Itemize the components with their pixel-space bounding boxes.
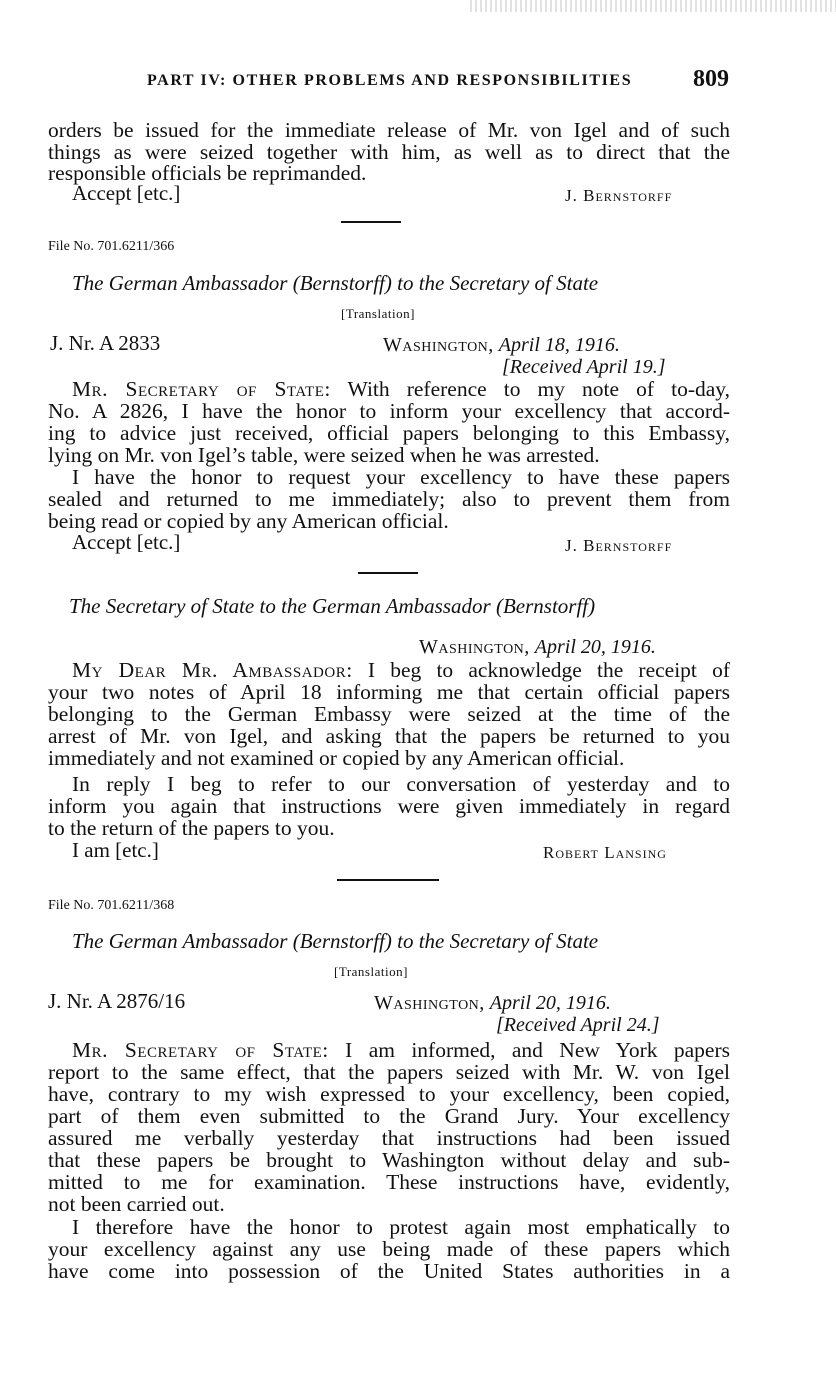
translation-note: [Translation] <box>334 964 408 979</box>
reference-number: J. Nr. A 2876/16 <box>48 989 186 1013</box>
document-heading: The German Ambassador (Bernstorff) to the Secretary of State <box>72 929 599 953</box>
text-span: With reference to my note of to-day, <box>347 377 730 401</box>
text-line: things as were seized together with him, as well as to direct that the <box>48 140 730 164</box>
section-divider <box>337 879 439 881</box>
text-line: immediately and not examined or copied by any American official. <box>48 746 625 770</box>
salutation: Mr. Secretary of State: <box>72 1038 329 1062</box>
text-line: to the return of the papers to you. <box>48 816 335 840</box>
closing: Accept [etc.] <box>72 181 181 205</box>
dateline <box>374 992 611 1015</box>
text-line: arrest of Mr. von Igel, and asking that the papers be returned to you <box>48 724 730 748</box>
file-number: File No. 701.6211/368 <box>48 898 175 913</box>
section-divider <box>341 221 401 223</box>
text-line: report to the same effect, that the papers seized with Mr. W. von Igel <box>48 1060 730 1084</box>
text-line: ing to advice just received, official papers belonging to this Embassy, <box>48 421 730 445</box>
text-span: I am informed, and New York papers <box>345 1038 730 1062</box>
text-line <box>72 659 730 681</box>
received-note: [Received April 24.] <box>496 1014 660 1036</box>
signature: J. Bernstorff <box>565 186 673 205</box>
text-line: I therefore have the honor to protest again most emphatically to <box>72 1215 730 1239</box>
dateline-date: April 20, 1916. <box>534 636 656 658</box>
text-line: have, contrary to my wish expressed to your excellency, been copied, <box>48 1082 730 1106</box>
text-line <box>72 378 730 400</box>
signature: Robert Lansing <box>543 843 667 862</box>
dateline-date: April 20, 1916. <box>489 992 611 1014</box>
received-note: [Received April 19.] <box>502 356 666 378</box>
closing: Accept [etc.] <box>72 530 181 554</box>
dateline <box>383 334 620 357</box>
document-heading: The Secretary of State to the German Ambassador (Bernstorff) <box>69 594 596 618</box>
scan-noise <box>470 0 836 12</box>
reference-number: J. Nr. A 2833 <box>50 331 161 355</box>
dateline <box>419 636 656 659</box>
text-line: In reply I beg to refer to our conversation of yesterday and to <box>72 772 730 796</box>
file-number: File No. 701.6211/366 <box>48 239 175 254</box>
text-line: your excellency against any use being made of these papers which <box>48 1237 730 1261</box>
text-line: I have the honor to request your excellency to have these papers <box>72 465 730 489</box>
text-line: belonging to the German Embassy were seized at the time of the <box>48 702 730 726</box>
text-line: orders be issued for the immediate release of Mr. von Igel and of such <box>48 118 730 142</box>
salutation: My Dear Mr. Ambassador: <box>72 658 353 682</box>
document-heading: The German Ambassador (Bernstorff) to the Secretary of State <box>72 271 599 295</box>
text-line: part of them even submitted to the Grand Jury. Your excellency <box>48 1104 730 1128</box>
dateline-date: April 18, 1916. <box>498 334 620 356</box>
dateline-city: Washington, <box>419 636 530 658</box>
text-line: lying on Mr. von Igel’s table, were seized when he was arrested. <box>48 443 600 467</box>
page-number: 809 <box>693 66 729 92</box>
running-head: PART IV: OTHER PROBLEMS AND RESPONSIBILITIES <box>147 72 633 89</box>
text-line: have come into possession of the United States authorities in a <box>48 1259 730 1283</box>
text-line: inform you again that instructions were given immediately in regard <box>48 794 730 818</box>
dateline-city: Washington, <box>383 334 494 356</box>
salutation: Mr. Secretary of State: <box>72 377 331 401</box>
text-span: I beg to acknowledge the receipt of <box>367 658 730 682</box>
text-line: your two notes of April 18 informing me that certain official papers <box>48 680 730 704</box>
text-line: No. A 2826, I have the honor to inform your excellency that accord- <box>48 399 730 423</box>
text-line: sealed and returned to me immediately; also to prevent them from <box>48 487 730 511</box>
dateline-city: Washington, <box>374 992 485 1014</box>
signature: J. Bernstorff <box>565 536 673 555</box>
text-line: being read or copied by any American official. <box>48 509 449 533</box>
section-divider <box>358 572 418 574</box>
translation-note: [Translation] <box>341 306 415 321</box>
text-line: not been carried out. <box>48 1192 225 1216</box>
text-line: responsible officials be reprimanded. <box>48 161 367 185</box>
text-line: that these papers be brought to Washington without delay and sub- <box>48 1148 730 1172</box>
text-line <box>72 1039 730 1061</box>
text-line: mitted to me for examination. These instructions have, evidently, <box>48 1170 730 1194</box>
closing: I am [etc.] <box>72 838 159 862</box>
text-line: assured me verbally yesterday that instructions had been issued <box>48 1126 730 1150</box>
